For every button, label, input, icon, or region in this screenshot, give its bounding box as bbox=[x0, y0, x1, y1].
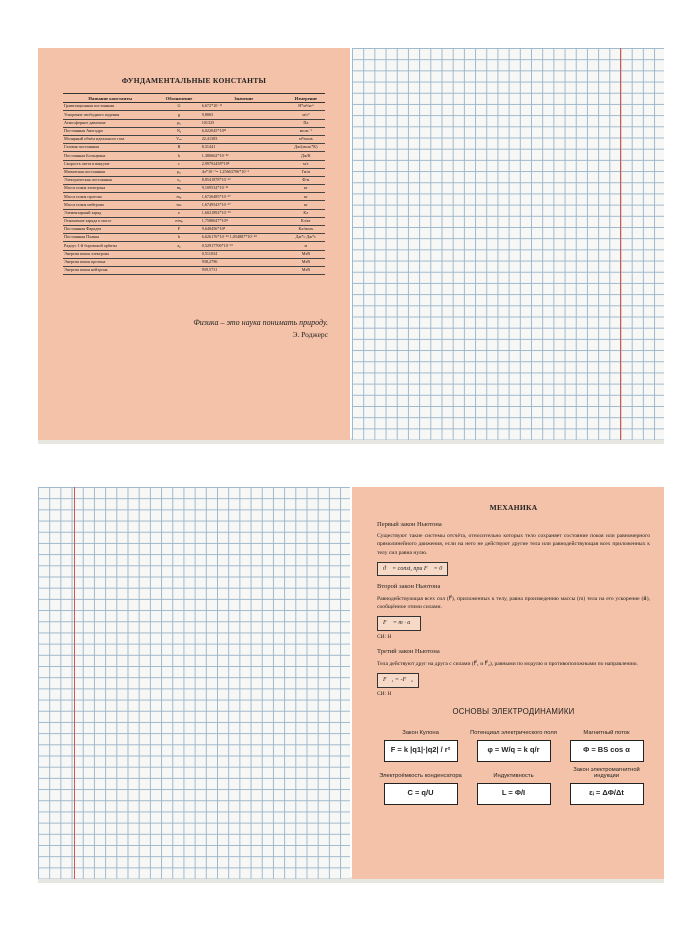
law2-si: СИ: Н bbox=[377, 633, 392, 640]
col-value: Значение bbox=[201, 94, 287, 103]
constant-unit: кг bbox=[287, 193, 325, 201]
formula-box: Φ = BS cos α bbox=[570, 740, 644, 762]
law3-title: Третий закон Ньютона bbox=[377, 648, 440, 656]
constant-name: Масса покоя нейтрона bbox=[63, 201, 157, 209]
formula-box: C = q/U bbox=[384, 783, 458, 805]
formula-card bbox=[377, 766, 464, 805]
constant-name: Газовая постоянная bbox=[63, 144, 157, 152]
constant-unit: кг bbox=[287, 201, 325, 209]
constant-symbol bbox=[157, 258, 200, 266]
constant-value: 1,6021892*10⁻¹⁹ bbox=[201, 209, 287, 217]
table-row bbox=[63, 193, 325, 201]
table-row bbox=[63, 266, 325, 274]
constant-unit: Н*м²/кг² bbox=[287, 103, 325, 111]
constant-unit: МэВ bbox=[287, 250, 325, 258]
law1-text: Существуют такие системы отсчёта, относительно которых тело сохраняет состояние покоя или равномерного прямолинейного движения, если на него не действуют другие тела или равнодействующая всех приложенных к телу сил равна нулю. bbox=[377, 533, 650, 556]
constant-unit: м/с bbox=[287, 160, 325, 168]
constant-symbol bbox=[157, 250, 200, 258]
constants-page bbox=[38, 48, 350, 440]
table-row bbox=[63, 144, 325, 152]
table-row bbox=[63, 185, 325, 193]
constant-value: 2,99792458*10⁸ bbox=[201, 160, 287, 168]
constant-name: Магнитная постоянная bbox=[63, 168, 157, 176]
quote-text: Физика – это наука понимать природу. bbox=[193, 318, 328, 327]
formula-box: F = k |q1|·|q2| / r² bbox=[384, 740, 458, 762]
constant-symbol: F bbox=[157, 226, 200, 234]
constant-symbol bbox=[157, 266, 200, 274]
constant-unit: МэВ bbox=[287, 266, 325, 274]
constant-symbol: p₀ bbox=[157, 119, 200, 127]
constant-value: 1,6726485*10⁻²⁷ bbox=[201, 193, 287, 201]
constant-name: Скорость света в вакууме bbox=[63, 160, 157, 168]
constant-symbol: mₙ bbox=[157, 201, 200, 209]
constant-value: 1,6749543*10⁻²⁷ bbox=[201, 201, 287, 209]
mechanics-title: МЕХАНИКА bbox=[489, 503, 538, 512]
grid-page-top-right bbox=[352, 48, 664, 440]
constant-name: Отношение заряда к массе bbox=[63, 217, 157, 225]
constant-value: 1,380662*10⁻²³ bbox=[201, 152, 287, 160]
constants-table bbox=[63, 93, 325, 275]
constant-symbol: Vₘ bbox=[157, 135, 200, 143]
constant-name: Ускорение свободного падения bbox=[63, 111, 157, 119]
constant-symbol: c bbox=[157, 160, 200, 168]
formula-card bbox=[377, 723, 464, 762]
quote-author: Э. Роджерс bbox=[292, 330, 328, 339]
table-row bbox=[63, 160, 325, 168]
formula-caption: Индуктивность bbox=[493, 773, 534, 780]
red-margin-line bbox=[74, 487, 75, 879]
table-row bbox=[63, 119, 325, 127]
table-row bbox=[63, 226, 325, 234]
constant-value: 4π*10⁻⁷= 1,25663706*10⁻⁶ bbox=[201, 168, 287, 176]
constant-symbol: g bbox=[157, 111, 200, 119]
constant-unit: Дж/(моль*К) bbox=[287, 144, 325, 152]
constant-unit: Па bbox=[287, 119, 325, 127]
table-row bbox=[63, 234, 325, 242]
constant-symbol: mₑ bbox=[157, 185, 200, 193]
constant-unit: Дж*с Дж*с bbox=[287, 234, 325, 242]
law1-formula: ϑ⃗ = const, при F⃗ = 0 bbox=[377, 562, 448, 577]
constant-value: 6,626176*10⁻³⁴ 1,054887*10⁻³⁴ bbox=[201, 234, 287, 242]
constant-name: Атмосферное давление bbox=[63, 119, 157, 127]
formula-box: εᵢ = ΔΦ/Δt bbox=[570, 783, 644, 805]
constant-value: 939,5731 bbox=[201, 266, 287, 274]
grid-page-bottom-left bbox=[38, 487, 350, 879]
electro-grid bbox=[377, 723, 650, 805]
constant-name: Постоянная Планка bbox=[63, 234, 157, 242]
table-row bbox=[63, 168, 325, 176]
law3-si: СИ: Н bbox=[377, 690, 392, 697]
constant-unit: Дж/К bbox=[287, 152, 325, 160]
constant-value: 8,8541878*10⁻¹² bbox=[201, 176, 287, 184]
constant-symbol: a₀ bbox=[157, 242, 200, 250]
formula-caption: Закон Кулона bbox=[402, 730, 439, 737]
constant-name: Элементарный заряд bbox=[63, 209, 157, 217]
constant-name: Постоянная Авогадро bbox=[63, 127, 157, 135]
red-margin-line bbox=[620, 48, 621, 440]
constant-symbol: k bbox=[157, 152, 200, 160]
formula-card bbox=[470, 723, 557, 762]
constant-symbol: h bbox=[157, 234, 200, 242]
formula-card bbox=[470, 766, 557, 805]
table-row bbox=[63, 176, 325, 184]
law3-formula: F⃗₁ = -F⃗₂ bbox=[377, 673, 419, 688]
constant-name: Гравитационная постоянная bbox=[63, 103, 157, 111]
law3-text: Тела действуют друг на друга с силами (F⃗₁ и F⃗₂), равными по модулю и противоположными по направлению. bbox=[377, 660, 638, 667]
constant-value: 0,52917706*10⁻¹⁰ bbox=[201, 242, 287, 250]
constant-value: 938,2796 bbox=[201, 258, 287, 266]
table-row bbox=[63, 250, 325, 258]
constant-symbol: R bbox=[157, 144, 200, 152]
constant-name: Энергия покоя протона bbox=[63, 258, 157, 266]
constant-value: 22,41383 bbox=[201, 135, 287, 143]
law2-text: Равнодействующая всех сил (F⃗), приложенных к телу, равна произведению массы (m) тела на его ускорение (a⃗), сообщённое этими силами. bbox=[377, 595, 650, 610]
mechanics-page bbox=[352, 487, 664, 879]
constant-name: Масса покоя электрона bbox=[63, 185, 157, 193]
constants-header-row bbox=[63, 94, 325, 103]
col-name: Название константы bbox=[63, 94, 157, 103]
constant-symbol: Nₐ bbox=[157, 127, 200, 135]
electro-title: ОСНОВЫ ЭЛЕКТРОДИНАМИКИ bbox=[452, 706, 575, 716]
constant-unit: м³/моль bbox=[287, 135, 325, 143]
constant-unit: Ф/м bbox=[287, 176, 325, 184]
table-row bbox=[63, 152, 325, 160]
constant-name: Радиус 1-й боровской орбиты bbox=[63, 242, 157, 250]
constant-name: Постоянная Фарадея bbox=[63, 226, 157, 234]
constant-unit: м/с² bbox=[287, 111, 325, 119]
constant-unit: моль⁻¹ bbox=[287, 127, 325, 135]
constant-unit: Гн/м bbox=[287, 168, 325, 176]
constant-value: 9,8065 bbox=[201, 111, 287, 119]
table-row bbox=[63, 201, 325, 209]
constant-symbol: mₚ bbox=[157, 193, 200, 201]
table-row bbox=[63, 242, 325, 250]
constant-unit: кг bbox=[287, 185, 325, 193]
constant-name: Масса покоя протона bbox=[63, 193, 157, 201]
constant-value: 1,7588047*10¹¹ bbox=[201, 217, 287, 225]
formula-box: L = Φ/I bbox=[477, 783, 551, 805]
constant-value: 6,672*10⁻¹¹ bbox=[201, 103, 287, 111]
col-symbol: Обозначение bbox=[157, 94, 200, 103]
table-row bbox=[63, 127, 325, 135]
constant-unit: Кл/кг bbox=[287, 217, 325, 225]
constant-name: Молярный объём идеального газа bbox=[63, 135, 157, 143]
formula-card bbox=[563, 766, 650, 805]
constant-unit: м bbox=[287, 242, 325, 250]
law2-formula: F⃗ = m · a⃗ bbox=[377, 616, 421, 631]
constant-symbol: ε₀ bbox=[157, 176, 200, 184]
formula-caption: Потенциал электрического поля bbox=[470, 730, 557, 737]
formula-card bbox=[563, 723, 650, 762]
constant-name: Постоянная Больцмана bbox=[63, 152, 157, 160]
table-row bbox=[63, 258, 325, 266]
constant-name: Энергия покоя электрона bbox=[63, 250, 157, 258]
formula-caption: Электроёмкость конденсатора bbox=[379, 773, 462, 780]
table-row bbox=[63, 135, 325, 143]
constant-symbol: e/mₑ bbox=[157, 217, 200, 225]
constant-symbol: G bbox=[157, 103, 200, 111]
constant-value: 8,31441 bbox=[201, 144, 287, 152]
constant-name: Энергия покоя нейтрона bbox=[63, 266, 157, 274]
table-row bbox=[63, 209, 325, 217]
constant-value: 9,648456*10⁴ bbox=[201, 226, 287, 234]
constant-value: 0,511034 bbox=[201, 250, 287, 258]
table-row bbox=[63, 111, 325, 119]
constant-value: 9,109534*10⁻³¹ bbox=[201, 185, 287, 193]
law1-title: Первый закон Ньютона bbox=[377, 520, 442, 528]
constant-value: 101325 bbox=[201, 119, 287, 127]
table-row bbox=[63, 103, 325, 111]
constant-unit: Кл bbox=[287, 209, 325, 217]
col-unit: Измерение bbox=[287, 94, 325, 103]
constant-unit: МэВ bbox=[287, 258, 325, 266]
constant-name: Электрическая постоянная bbox=[63, 176, 157, 184]
formula-caption: Магнитный поток bbox=[583, 730, 630, 737]
constant-value: 6,022045*10²³ bbox=[201, 127, 287, 135]
law2-title: Второй закон Ньютона bbox=[377, 583, 441, 591]
formula-caption: Закон электромагнитной индукции bbox=[573, 766, 640, 780]
constant-symbol: e bbox=[157, 209, 200, 217]
constants-title: ФУНДАМЕНТАЛЬНЫЕ КОНСТАНТЫ bbox=[121, 76, 267, 85]
constant-symbol: μ₀ bbox=[157, 168, 200, 176]
formula-box: φ = W/q = k q/r bbox=[477, 740, 551, 762]
constant-unit: Кл/моль bbox=[287, 226, 325, 234]
table-row bbox=[63, 217, 325, 225]
